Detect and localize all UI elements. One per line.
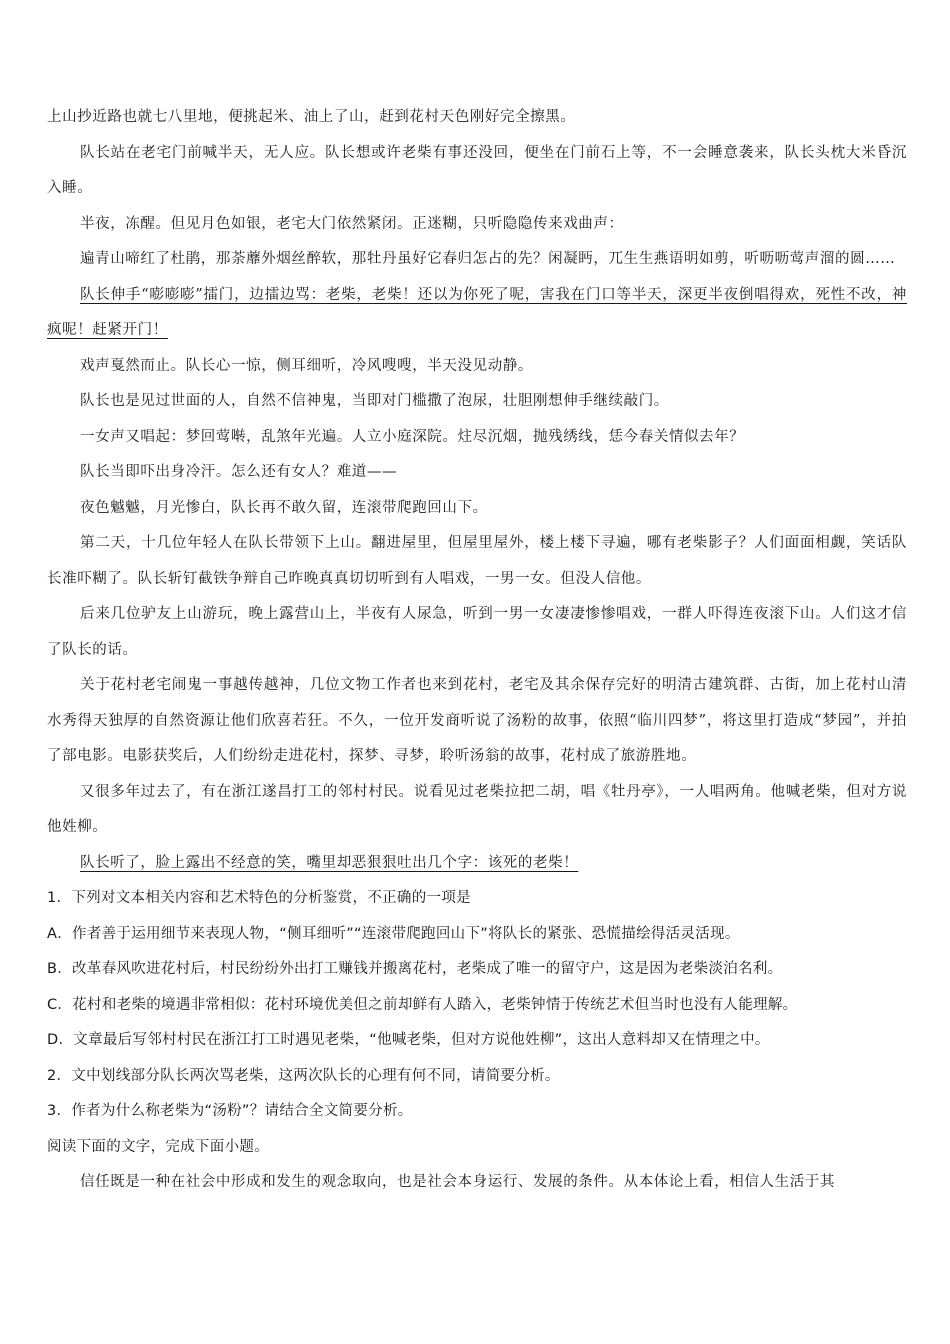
underlined-text: 队长听了，脸上露出不经意的笑，嘴里却恶狠狠吐出几个字：该死的老柴！ [80,854,579,871]
story-paragraph: 第二天，十几位年轻人在队长带领下上山。翻进屋里，但屋里屋外，楼上楼下寻遍，哪有老柴影子？人们面面相觑，笑话队长准吓糊了。队长斩钉截铁争辩自己昨晚真真切切听到有人唱戏，一男一女。但没人信他。 [47,535,907,587]
story-paragraph: 队长当即吓出身冷汗。怎么还有女人？难道—— [80,464,398,480]
underlined-scolding-2 [47,846,907,882]
story-paragraph: 夜色魆魆，月光惨白，队长再不敢久留，连滚带爬跑回山下。 [80,499,488,516]
underlined-scolding-1 [47,278,907,349]
option-a: A．作者善于运用细节来表现人物，“侧耳细听”“连滚带爬跑回山下”将队长的紧张、恐慌描绘得活灵活现。 [47,925,740,942]
option-c: C．花村和老柴的境遇非常相似：花村环境优美但之前却鲜有人踏入，老柴钟情于传统艺术但当时也没有人能理解。 [47,996,798,1013]
question-3: 3．作者为什么称老柴为“汤粉”？请结合全文简要分析。 [47,1103,413,1119]
story-paragraph: 队长站在老宅门前喊半天，无人应。队长想或许老柴有事还没回，便坐在门前石上等，不一会睡意袭来，队长头枕大米昏沉入睡。 [47,144,907,196]
story-paragraph: 半夜，冻醒。但见月色如银，老宅大门依然紧闭。正迷糊，只听隐隐传来戏曲声： [80,215,624,232]
story-paragraph: 戏声戛然而止。队长心一惊，侧耳细听，冷风嗖嗖，半天没见动静。 [80,357,533,374]
next-passage-paragraph: 信任既是一种在社会中形成和发生的观念取向，也是社会本身运行、发展的条件。从本体论上看，相信人生活于其 [80,1174,835,1190]
underlined-text: 队长伸手“嘭嘭嘭”擂门，边擂边骂：老柴，老柴！还以为你死了呢，害我在门口等半天，深更半夜倒唱得欢，死性不改，神疯呢！赶紧开门！ [47,286,907,338]
story-paragraph: 关于花村老宅闹鬼一事越传越神，几位文物工作者也来到花村，老宅及其余保存完好的明清古建筑群、古街，加上花村山清水秀得天独厚的自然资源让他们欣喜若狂。不久，一位开发商听说了汤粉的故事，依照“临川四梦”，将这里打造成“梦园”，并拍了部电影。电影获奖后，人们纷纷走进花村，探梦、寻梦，聆听汤翁的故事，花村成了旅游胜地。 [47,677,907,764]
opera-lyrics: 一女声又唱起：梦回莺啭，乱煞年光遍。人立小庭深院。炷尽沉烟，抛残绣线，恁今春关情似去年？ [80,428,745,445]
question-1: 1．下列对文本相关内容和艺术特色的分析鉴赏，不正确的一项是 [47,890,471,906]
opera-lyrics: 遍青山啼红了杜鹃，那荼蘼外烟丝醉软，那牡丹虽好它春归怎占的先？闲凝眄，兀生生燕语明如剪，听呖呖莺声溜的圆…… [80,251,896,267]
option-b: B．改革春风吹进花村后，村民纷纷外出打工赚钱并搬离花村，老柴成了唯一的留守户，这是因为老柴淡泊名利。 [47,961,783,977]
story-paragraph: 后来几位驴友上山游玩，晚上露营山上，半夜有人尿急，听到一男一女凄凄惨惨唱戏，一群人吓得连夜滚下山。人们这才信了队长的话。 [47,606,907,658]
document-page [47,100,907,1201]
reading-instruction: 阅读下面的文字，完成下面小题。 [47,1138,269,1155]
option-d: D．文章最后写邻村村民在浙江打工时遇见老柴，“他喊老柴，但对方说他姓柳”，这出人意料却又在情理之中。 [47,1032,770,1048]
story-paragraph: 上山抄近路也就七八里地，便挑起米、油上了山，赶到花村天色刚好完全擦黑。 [47,109,576,125]
story-paragraph: 队长也是见过世面的人，自然不信神鬼，当即对门槛撒了泡尿，壮胆刚想伸手继续敲门。 [80,393,669,409]
story-paragraph: 又很多年过去了，有在浙江遂昌打工的邻村村民。说看见过老柴拉把二胡，唱《牡丹亭》，一人唱两角。他喊老柴，但对方说他姓柳。 [47,783,907,835]
question-2: 2．文中划线部分队长两次骂老柴，这两次队长的心理有何不同，请简要分析。 [47,1067,560,1084]
